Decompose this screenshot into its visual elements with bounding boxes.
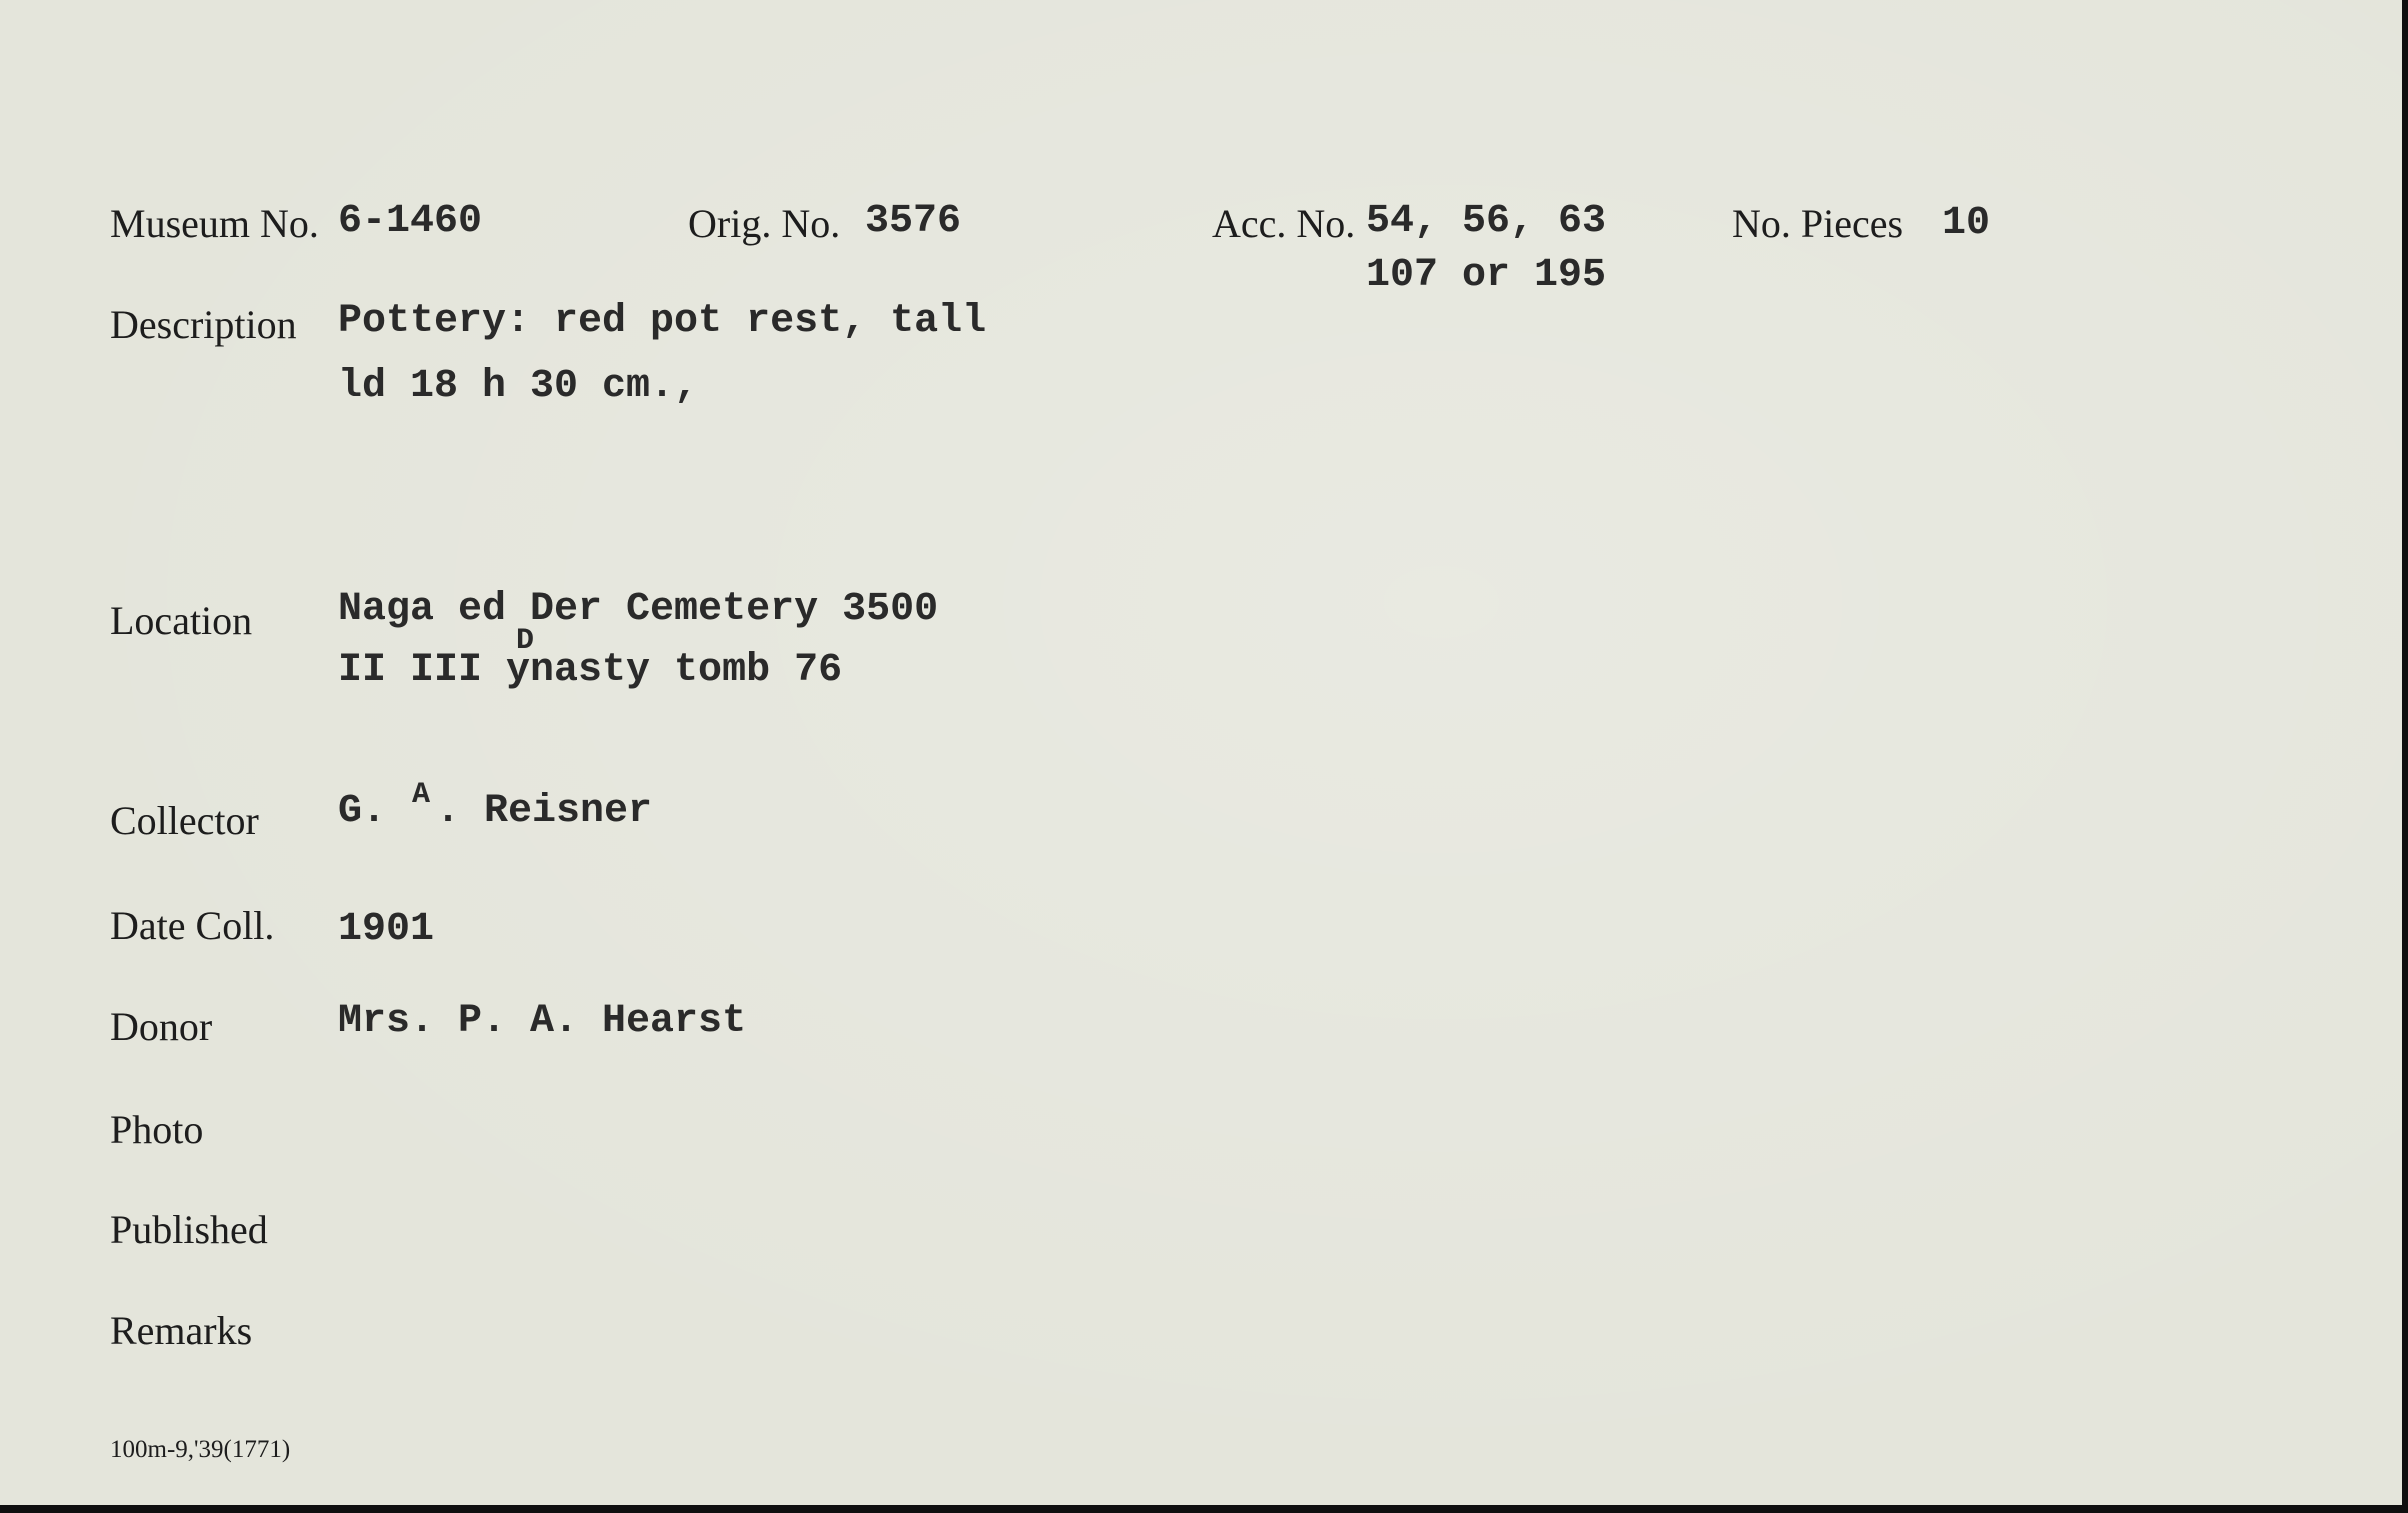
- museum-no-value: 6-1460: [338, 199, 483, 244]
- collector-value-prefix: G.: [338, 789, 387, 834]
- location-line-1: Naga ed Der Cemetery 3500: [338, 587, 939, 632]
- acc-no-value-2: 107 or 195: [1366, 253, 1607, 298]
- photo-label: Photo: [110, 1107, 204, 1152]
- acc-no-label: Acc. No.: [1212, 201, 1356, 246]
- location-insert-mark: D: [516, 624, 535, 658]
- remarks-label: Remarks: [110, 1308, 253, 1353]
- orig-no-value: 3576: [865, 199, 962, 244]
- description-line-1: Pottery: red pot rest, tall: [338, 299, 987, 344]
- date-coll-label: Date Coll.: [110, 903, 275, 948]
- acc-no-value: 54, 56, 63: [1366, 199, 1607, 244]
- location-line-2: II III ynasty tomb 76: [338, 648, 843, 693]
- museum-no-label: Museum No.: [110, 201, 319, 246]
- description-label: Description: [110, 302, 297, 347]
- location-label: Location: [110, 598, 253, 643]
- collector-value-insert: A: [412, 778, 431, 812]
- donor-label: Donor: [110, 1004, 213, 1049]
- orig-no-label: Orig. No.: [688, 201, 841, 246]
- description-line-2: ld 18 h 30 cm.,: [338, 364, 699, 409]
- collector-value-suffix: . Reisner: [436, 789, 653, 834]
- donor-value: Mrs. P. A. Hearst: [338, 999, 747, 1044]
- print-code: 100m-9,'39(1771): [110, 1436, 291, 1463]
- no-pieces-label: No. Pieces: [1732, 201, 1904, 246]
- no-pieces-value: 10: [1942, 201, 1991, 246]
- published-label: Published: [110, 1207, 268, 1252]
- collector-label: Collector: [110, 798, 259, 843]
- date-coll-value: 1901: [338, 907, 435, 952]
